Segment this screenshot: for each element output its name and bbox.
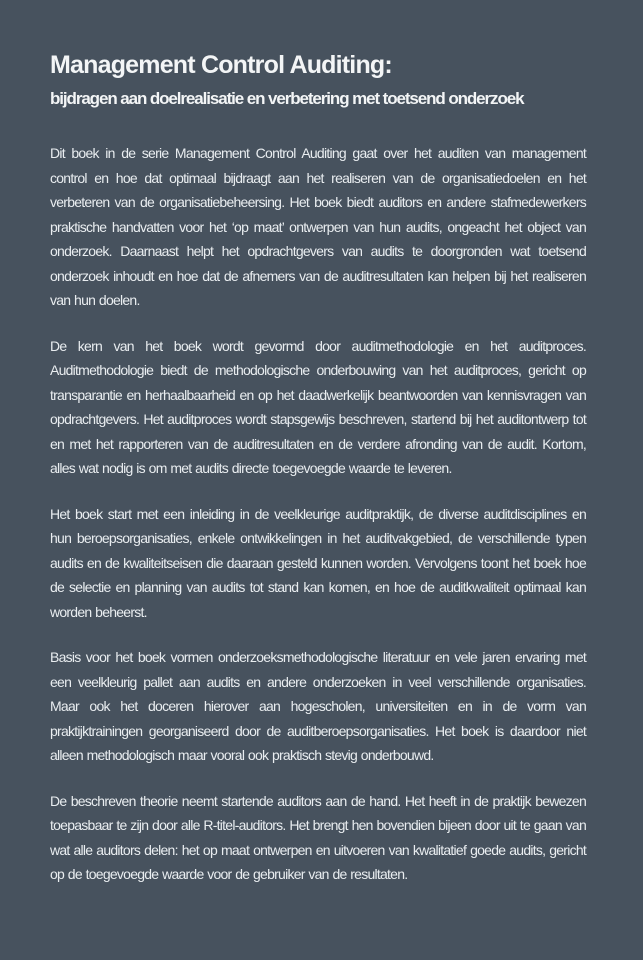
paragraph-basis: Basis voor het boek vormen onderzoeksmethodologische literatuur en vele jaren ervaring met een veelkleurig pallet aan audits en andere onderzoeken in veel verschillende organisaties. Maar ook het doceren hierover aan hogescholen, universiteiten en in de vorm van praktijktrainingen georganiseerd door de auditberoepsorganisaties. Het boek is daardoor niet alleen methodologisch maar vooral ook praktisch stevig onderbouwd.: [50, 649, 586, 763]
paragraph-contents: Het boek start met een inleiding in de veelkleurige auditpraktijk, de diverse auditdisciplines en hun beroepsorganisaties, enkele ontwikkelingen in het auditvakgebied, de verschillende typen audits en de kwaliteitseisen die daaraan gesteld kunnen worden. Vervolgens toont het boek hoe de selectie en planning van audits tot stand kan komen, en hoe de auditkwaliteit optimaal kan worden beheerst.: [50, 505, 586, 620]
paragraph-audience: De beschreven theorie neemt startende auditors aan de hand. Het heeft in de praktijk bewezen toepasbaar te zijn door alle R-titel-auditors. Het brengt hen bovendien bijeen door uit te gaan van wat alle auditors delen: het op maat ontwerpen en uitvoeren van kwalitatief goede audits, gericht op de toegevoegde waarde voor de gebruiker van de resultaten.: [50, 792, 586, 882]
book-subtitle: bijdragen aan doelrealisatie en verbetering met toetsend onderzoek: [50, 89, 524, 108]
paragraph-intro: Dit boek in de serie Management Control Auditing gaat over het auditen van management control en hoe dat optimaal bijdraagt aan het realiseren van de organisatiedoelen en het verbeteren van de organisatiebeheersing. Het boek biedt auditors en andere stafmedewerkers praktische handvatten voor het ‘op maat’ ontwerpen van hun audits, ongeacht het object van onderzoek. Daarnaast helpt het opdrachtgevers van audits te doorgronden wat toetsend onderzoek inhoudt en hoe dat de afnemers van de auditresultaten kan helpen bij het realiseren van hun doelen.: [50, 145, 586, 308]
paragraph-methodology: De kern van het boek wordt gevormd door auditmethodologie en het auditproces. Auditmethodologie biedt de methodologische onderbouwing van het auditproces, gericht op transparantie en herhaalbaarheid en op het daadwerkelijk beantwoorden van kennisvragen van opdrachtgevers. Het auditproces wordt stapsgewijs beschreven, startend bij het auditontwerp tot en met het rapporteren van de auditresultaten en de verdere afronding van de audit. Kortom, alles wat nodig is om met audits directe toegevoegde waarde te leveren.: [50, 337, 586, 476]
book-title: Management Control Auditing:: [50, 51, 392, 79]
